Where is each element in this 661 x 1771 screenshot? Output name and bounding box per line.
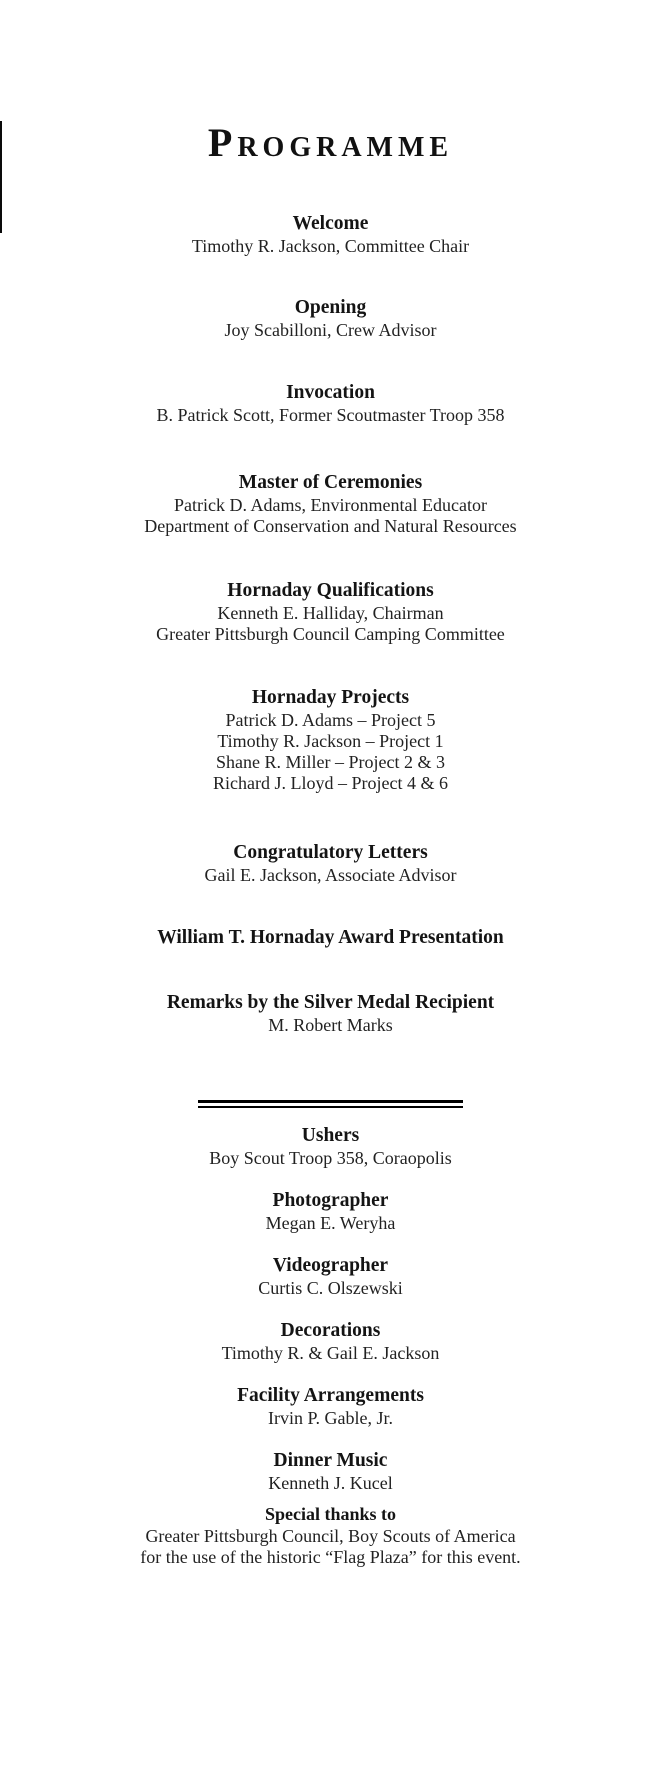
section-welcome bbox=[0, 212, 661, 257]
section-line: B. Patrick Scott, Former Scoutmaster Troop 358 bbox=[156, 405, 505, 425]
page-title: Programme bbox=[207, 120, 454, 165]
credit-line: Kenneth J. Kucel bbox=[268, 1473, 393, 1493]
section-hornaday-qualifications bbox=[0, 579, 661, 645]
section-award-presentation bbox=[0, 926, 661, 950]
section-line: Gail E. Jackson, Associate Advisor bbox=[204, 865, 457, 885]
section-line: Department of Conservation and Natural Resources bbox=[144, 516, 517, 536]
credit-videographer bbox=[0, 1254, 661, 1299]
credit-heading: Ushers bbox=[301, 1125, 360, 1146]
credit-line: Irvin P. Gable, Jr. bbox=[268, 1408, 393, 1428]
section-heading: Congratulatory Letters bbox=[233, 842, 428, 863]
credit-line: Boy Scout Troop 358, Coraopolis bbox=[209, 1148, 452, 1168]
credit-heading: Special thanks to bbox=[264, 1504, 397, 1524]
section-heading: Hornaday Qualifications bbox=[227, 580, 434, 601]
section-remarks bbox=[0, 991, 661, 1036]
credit-line: Timothy R. & Gail E. Jackson bbox=[221, 1343, 440, 1363]
section-hornaday-projects bbox=[0, 686, 661, 794]
section-line: Shane R. Miller – Project 2 & 3 bbox=[216, 752, 445, 772]
section-line: M. Robert Marks bbox=[268, 1015, 393, 1035]
credit-dinner-music bbox=[0, 1449, 661, 1494]
section-line: Timothy R. Jackson – Project 1 bbox=[217, 731, 444, 751]
section-line: Timothy R. Jackson, Committee Chair bbox=[191, 236, 470, 256]
scan-edge-artifact bbox=[0, 121, 2, 233]
section-heading: Invocation bbox=[286, 382, 375, 403]
credit-heading: Facility Arrangements bbox=[237, 1385, 424, 1406]
section-invocation bbox=[0, 381, 661, 426]
section-heading: Welcome bbox=[292, 213, 369, 234]
credit-photographer bbox=[0, 1189, 661, 1234]
section-congratulatory-letters bbox=[0, 841, 661, 886]
credit-heading: Dinner Music bbox=[273, 1450, 388, 1471]
credit-ushers bbox=[0, 1124, 661, 1169]
section-heading: Remarks by the Silver Medal Recipient bbox=[166, 992, 495, 1013]
section-heading: William T. Hornaday Award Presentation bbox=[157, 927, 504, 948]
section-heading: Master of Ceremonies bbox=[238, 472, 423, 493]
section-line: Richard J. Lloyd – Project 4 & 6 bbox=[213, 773, 448, 793]
credit-line: for the use of the historic “Flag Plaza” for this event. bbox=[140, 1547, 521, 1567]
section-opening bbox=[0, 296, 661, 341]
credit-line: Megan E. Weryha bbox=[265, 1213, 396, 1233]
credit-line: Curtis C. Olszewski bbox=[258, 1278, 403, 1298]
section-line: Kenneth E. Halliday, Chairman bbox=[217, 603, 444, 623]
credit-line: Greater Pittsburgh Council, Boy Scouts of America bbox=[145, 1526, 516, 1546]
section-line: Greater Pittsburgh Council Camping Committee bbox=[156, 624, 505, 644]
credit-heading: Decorations bbox=[280, 1320, 381, 1341]
credit-heading: Videographer bbox=[272, 1255, 389, 1276]
credit-special-thanks bbox=[0, 1502, 661, 1568]
section-line: Patrick D. Adams – Project 5 bbox=[225, 710, 436, 730]
section-heading: Opening bbox=[294, 297, 367, 318]
section-line: Joy Scabilloni, Crew Advisor bbox=[224, 320, 437, 340]
credits-divider bbox=[198, 1100, 463, 1108]
section-line: Patrick D. Adams, Environmental Educator bbox=[174, 495, 487, 515]
credit-heading: Photographer bbox=[272, 1190, 389, 1211]
section-heading: Hornaday Projects bbox=[251, 687, 410, 708]
programme-page bbox=[0, 121, 661, 1568]
section-master-of-ceremonies bbox=[0, 471, 661, 537]
credit-facility-arrangements bbox=[0, 1384, 661, 1429]
credit-decorations bbox=[0, 1319, 661, 1364]
